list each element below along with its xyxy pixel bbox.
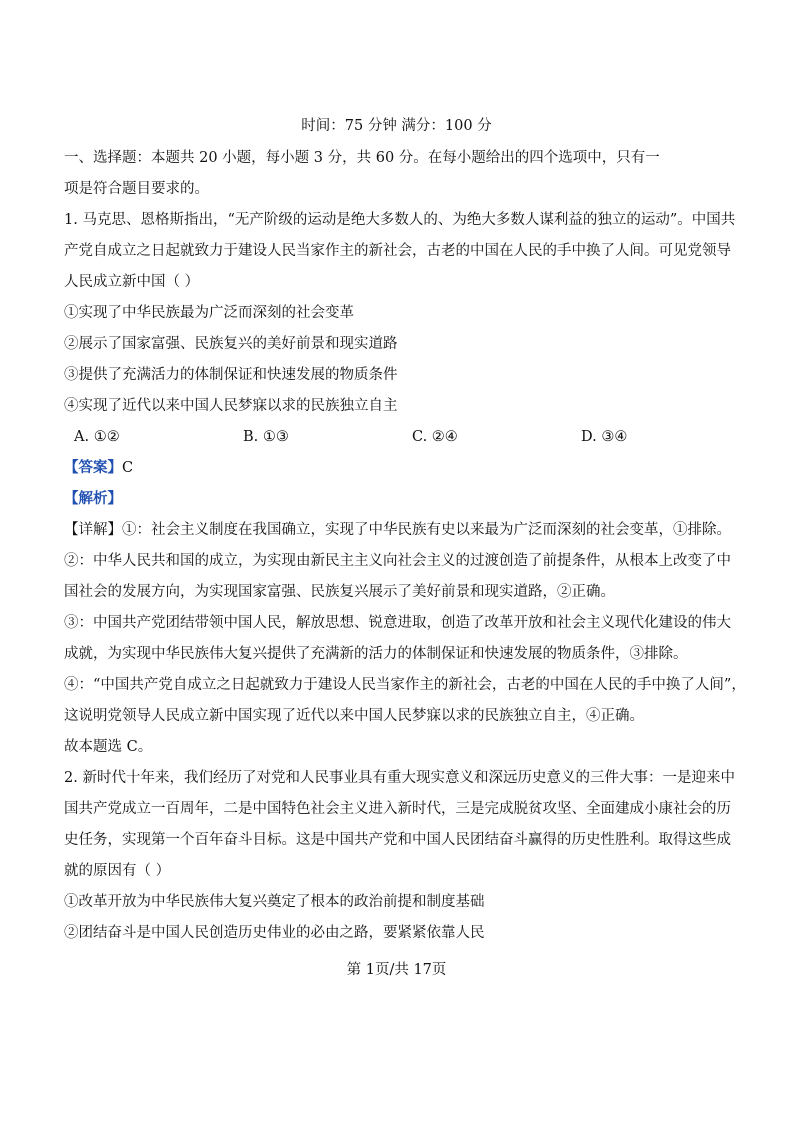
q2-stem-line-4: 就的原因有（ ） — [64, 863, 171, 879]
answer-tag: 【答案】 — [64, 459, 122, 476]
q2-statement-1: ①改革开放为中华民族伟大复兴奠定了根本的政治前提和制度基础 — [64, 894, 485, 910]
section-title-line-1: 一、选择题：本题共 20 小题，每小题 3 分，共 60 分。在每小题给出的四个选项中，只有一 — [64, 150, 660, 166]
q1-statement-3: ③提供了充满活力的体制保证和快速发展的物质条件 — [64, 367, 398, 383]
detail-first-text: ①：社会主义制度在我国确立，实现了中华民族有史以来最为广泛而深刻的社会变革，①排除。 — [122, 522, 731, 538]
exam-time-info: 时间：75 分钟 满分：100 分 — [301, 118, 492, 134]
page-footer: 第 1页/共 17页 — [346, 962, 447, 978]
q1-explanation-line-3: ③：中国共产党团结带领中国人民，解放思想、锐意进取，创造了改革开放和社会主义现代化建设的伟大 — [64, 615, 731, 631]
q1-stem-line-1: 1. 马克思、恩格斯指出，“无产阶级的运动是绝大多数人的、为绝大多数人谋利益的独立的运动”。中国共 — [64, 212, 736, 228]
q2-stem-line-1: 2. 新时代十年来，我们经历了对党和人民事业具有重大现实意义和深远历史意义的三件大事：一是迎来中 — [64, 770, 735, 786]
q1-explanation-line-5: ④：“中国共产党自成立之日起就致力于建设人民当家作主的新社会，古老的中国在人民的手中换了人间”， — [64, 677, 746, 693]
q2-statement-2: ②团结奋斗是中国人民创造历史伟业的必由之路，要紧紧依靠人民 — [64, 925, 485, 941]
section-title-line-2: 项是符合题目要求的。 — [64, 181, 209, 197]
q1-conclusion: 故本题选 C。 — [64, 739, 153, 755]
q2-stem-line-2: 国共产党成立一百周年，二是中国特色社会主义进入新时代，三是完成脱贫攻坚、全面建成小康社会的历 — [64, 801, 731, 817]
q1-statement-4: ④实现了近代以来中国人民梦寐以求的民族独立自主 — [64, 398, 398, 414]
q1-option-d: D. ③④ — [581, 429, 628, 445]
q1-detail-line — [64, 520, 734, 540]
q1-stem-line-2: 产党自成立之日起就致力于建设人民当家作主的新社会，古老的中国在人民的手中换了人间。可见党领导 — [64, 243, 731, 259]
q1-analysis-line — [64, 489, 734, 509]
q1-explanation-line-2: 国社会的发展方向，为实现国家富强、民族复兴展示了美好前景和现实道路，②正确。 — [64, 584, 615, 600]
detail-tag: 【详解】 — [64, 522, 122, 538]
q1-option-a: A. ①② — [74, 429, 120, 445]
q1-option-b: B. ①③ — [243, 429, 289, 445]
q1-statement-1: ①实现了中华民族最为广泛而深刻的社会变革 — [64, 305, 354, 321]
q1-answer-line — [64, 458, 734, 478]
analysis-tag: 【解析】 — [64, 490, 122, 507]
answer-value: C — [122, 460, 134, 476]
q1-explanation-line-1: ②：中华人民共和国的成立，为实现由新民主主义向社会主义的过渡创造了前提条件，从根本上改变了中 — [64, 553, 731, 569]
q1-stem-line-3: 人民成立新中国（ ） — [64, 274, 200, 290]
q1-explanation-line-6: 这说明党领导人民成立新中国实现了近代以来中国人民梦寐以求的民族独立自主，④正确。 — [64, 708, 644, 724]
q2-stem-line-3: 史任务，实现第一个百年奋斗目标。这是中国共产党和中国人民团结奋斗赢得的历史性胜利。取得这些成 — [64, 832, 731, 848]
q1-explanation-line-4: 成就，为实现中华民族伟大复兴提供了充满新的活力的体制保证和快速发展的物质条件，③排除。 — [64, 646, 688, 662]
q1-option-c: C. ②④ — [412, 429, 458, 445]
q1-statement-2: ②展示了国家富强、民族复兴的美好前景和现实道路 — [64, 336, 398, 352]
